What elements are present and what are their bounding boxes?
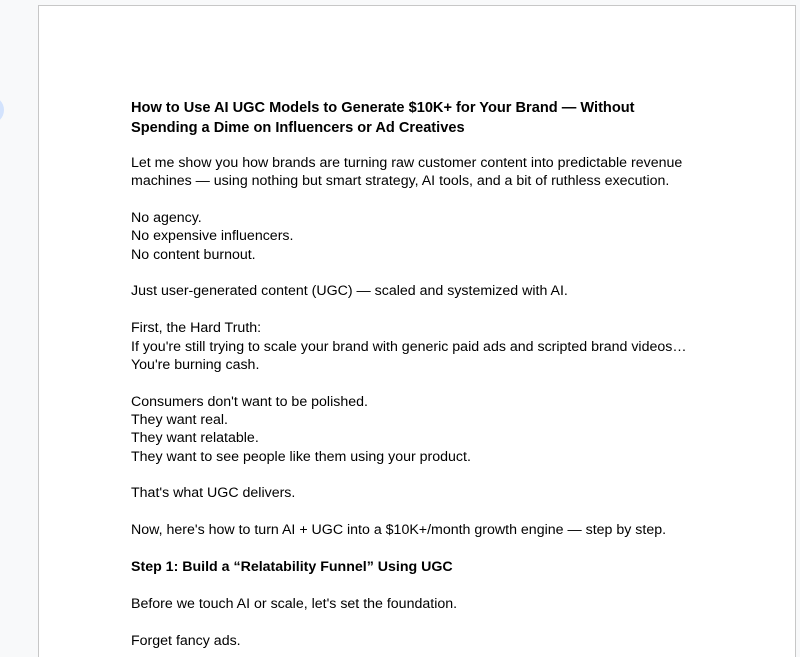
outline-toggle-tab[interactable] [0, 96, 4, 124]
text-line: Forget fancy ads. [131, 632, 241, 649]
title-line: How to Use AI UGC Models to Generate $10K+ for Your Brand — Without [131, 100, 635, 116]
delivers-paragraph [131, 484, 691, 502]
text-line: You're burning cash. [131, 356, 260, 373]
hard-truth-paragraph [131, 319, 691, 374]
text-line: machines — using nothing but smart strategy, AI tools, and a bit of ruthless execution. [131, 173, 670, 190]
step1-heading [131, 558, 691, 576]
steps-intro-paragraph [131, 521, 691, 539]
heading-line: Step 1: Build a “Relatability Funnel” Using UGC [131, 558, 453, 575]
foundation-paragraph [131, 595, 691, 613]
text-line: That's what UGC delivers. [131, 485, 296, 502]
text-line: Now, here's how to turn AI + UGC into a $10K+/month growth engine — step by step. [131, 522, 667, 539]
ugc-paragraph [131, 282, 691, 300]
text-line: They want to see people like them using your product. [131, 448, 471, 465]
title-line: Spending a Dime on Influencers or Ad Creatives [131, 120, 465, 136]
text-line: Consumers don't want to be polished. [131, 393, 368, 410]
text-line: They want relatable. [131, 430, 259, 447]
text-line: No agency. [131, 210, 202, 227]
intro-paragraph [131, 154, 691, 191]
text-line: Just user-generated content (UGC) — scaled and systemized with AI. [131, 283, 568, 300]
forget-paragraph [131, 632, 691, 650]
text-line: First, the Hard Truth: [131, 320, 262, 337]
text-line: No expensive influencers. [131, 228, 294, 245]
no-list-paragraph [131, 209, 691, 264]
text-line: Let me show you how brands are turning raw customer content into predictable revenue [131, 155, 683, 171]
document-body[interactable] [131, 98, 691, 657]
document-page[interactable] [38, 5, 796, 657]
document-title [131, 98, 691, 138]
text-line: Before we touch AI or scale, let's set the foundation. [131, 595, 458, 612]
text-line: They want real. [131, 411, 228, 428]
consumer-paragraph [131, 393, 691, 466]
text-line: No content burnout. [131, 246, 256, 263]
text-line: If you're still trying to scale your brand with generic paid ads and scripted brand videos… [131, 338, 687, 355]
